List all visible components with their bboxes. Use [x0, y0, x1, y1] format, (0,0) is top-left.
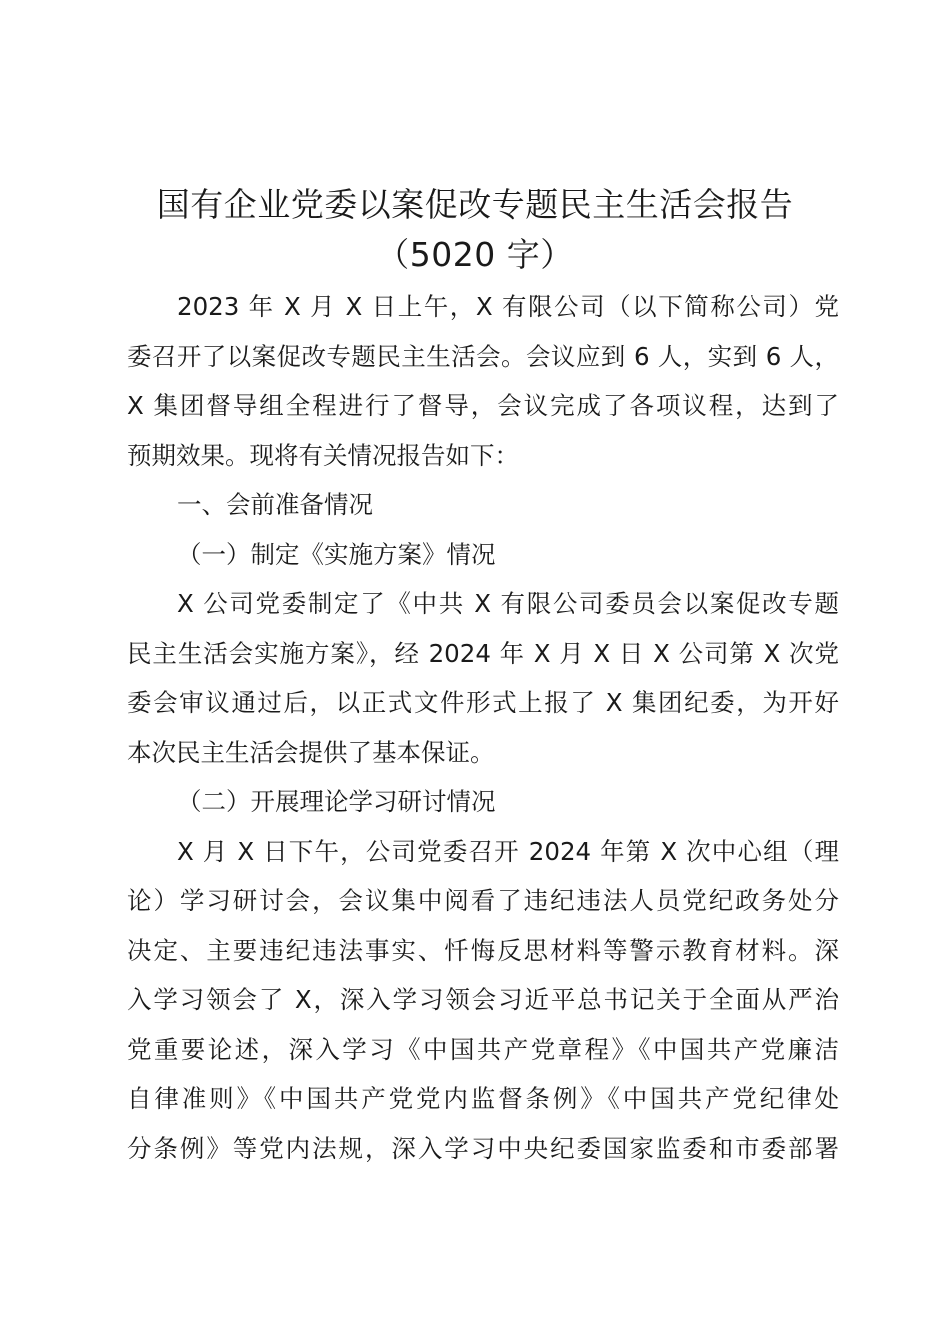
- body-line: 预期效果。现将有关情况报告如下：: [127, 440, 519, 470]
- body-line: X 月 X 日下午，公司党委召开 2024 年第 X 次中心组（理: [177, 836, 839, 866]
- body-line: 论）学习研讨会，会议集中阅看了违纪违法人员党纪政务处分: [127, 886, 839, 915]
- document-body: [127, 282, 839, 1173]
- body-line: 党重要论述，深入学习《中国共产党章程》《中国共产党廉洁: [127, 1034, 839, 1064]
- body-line: 自律准则》《中国共产党党内监督条例》《中国共产党纪律处: [127, 1084, 839, 1113]
- body-line: X 集团督导组全程进行了督导，会议完成了各项议程，达到了: [127, 391, 839, 420]
- body-line: 民主生活会实施方案》，经 2024 年 X 月 X 日 X 公司第 X 次党: [127, 638, 839, 668]
- document-word-count: （5020 字）: [376, 235, 574, 274]
- body-line: 委召开了以案促改专题民主生活会。会议应到 6 人，实到 6 人，: [127, 341, 839, 371]
- body-line: 入学习领会了 X，深入学习领会习近平总书记关于全面从严治: [127, 985, 839, 1014]
- body-line: 委会审议通过后，以正式文件形式上报了 X 集团纪委，为开好: [127, 688, 839, 717]
- body-line: 决定、主要违纪违法事实、忏悔反思材料等警示教育材料。深: [127, 935, 839, 965]
- document-title: 国有企业党委以案促改专题民主生活会报告: [156, 185, 794, 224]
- section-heading: 一、会前准备情况: [177, 490, 373, 519]
- subsection-heading: （二）开展理论学习研讨情况: [177, 787, 496, 816]
- body-line: X 公司党委制定了《中共 X 有限公司委员会以案促改专题: [177, 589, 839, 618]
- body-line: 2023 年 X 月 X 日上午，X 有限公司（以下简称公司）党: [177, 292, 839, 321]
- body-line: 分条例》等党内法规，深入学习中央纪委国家监委和市委部署: [127, 1133, 839, 1163]
- subsection-heading: （一）制定《实施方案》情况: [177, 539, 496, 569]
- body-line: 本次民主生活会提供了基本保证。: [127, 737, 495, 767]
